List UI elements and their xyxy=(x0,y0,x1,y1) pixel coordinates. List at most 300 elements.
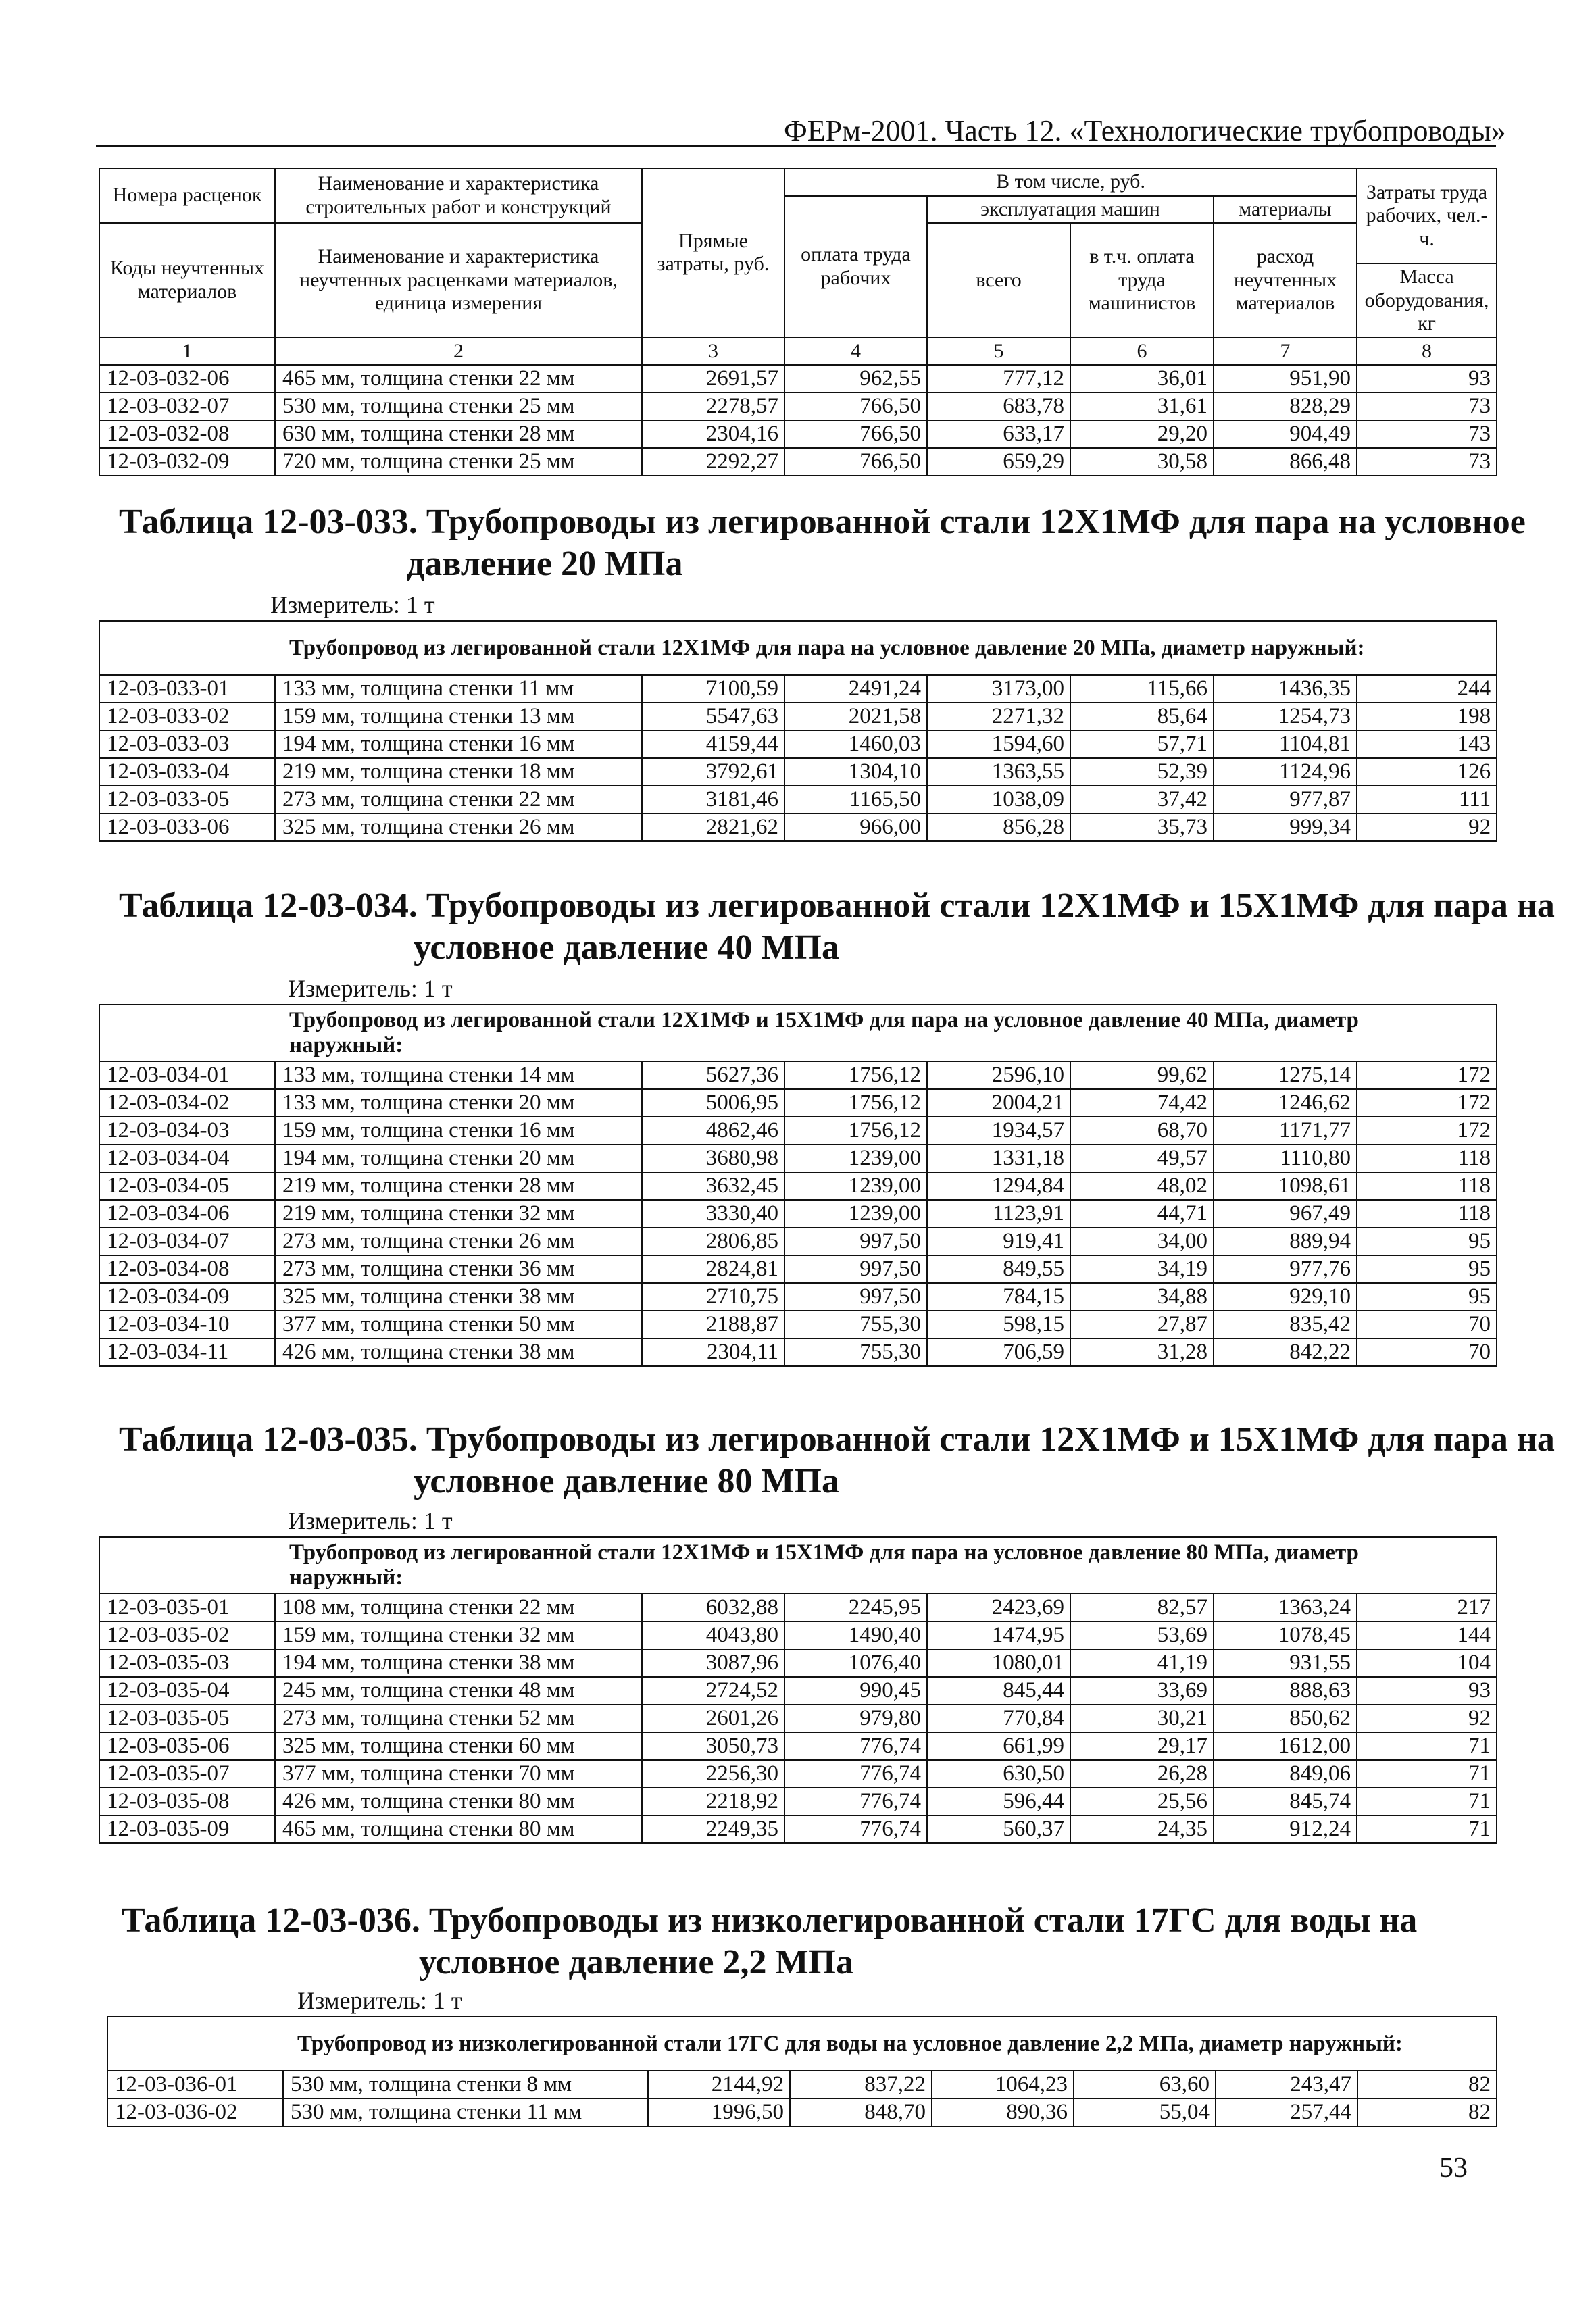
machinist-pay-cell: 55,04 xyxy=(1074,2098,1216,2126)
work-description-cell: 426 мм, толщина стенки 38 мм xyxy=(275,1338,642,1366)
table-row xyxy=(107,2071,1497,2098)
rate-code-cell: 12-03-034-08 xyxy=(99,1255,275,1283)
direct-costs-cell: 2824,81 xyxy=(642,1255,784,1283)
labor-or-mass-cell: 198 xyxy=(1357,703,1497,730)
labor-or-mass-cell: 95 xyxy=(1357,1283,1497,1311)
machinist-pay-cell: 34,88 xyxy=(1070,1283,1214,1311)
direct-costs-cell: 5006,95 xyxy=(642,1089,784,1117)
direct-costs-cell: 3632,45 xyxy=(642,1172,784,1200)
machines-total-cell: 1038,09 xyxy=(927,786,1070,813)
table-row xyxy=(99,1677,1497,1705)
machinist-pay-cell: 30,58 xyxy=(1070,448,1214,476)
materials-cost-cell: 1246,62 xyxy=(1214,1089,1357,1117)
worker-pay-cell: 1460,03 xyxy=(784,730,927,758)
work-description-cell: 108 мм, толщина стенки 22 мм xyxy=(275,1594,642,1621)
labor-or-mass-cell: 71 xyxy=(1357,1732,1497,1760)
worker-pay-cell: 2021,58 xyxy=(784,703,927,730)
machinist-pay-cell: 52,39 xyxy=(1070,758,1214,786)
machines-total-cell: 1594,60 xyxy=(927,730,1070,758)
rate-code-cell: 12-03-035-02 xyxy=(99,1621,275,1649)
direct-costs-cell: 5627,36 xyxy=(642,1061,784,1089)
machinist-pay-cell: 29,20 xyxy=(1070,420,1214,448)
machinist-pay-cell: 29,17 xyxy=(1070,1732,1214,1760)
materials-cost-cell: 849,06 xyxy=(1214,1760,1357,1788)
labor-or-mass-cell: 82 xyxy=(1357,2071,1497,2098)
direct-costs-cell: 2256,30 xyxy=(642,1760,784,1788)
labor-or-mass-cell: 93 xyxy=(1357,365,1497,393)
col-header-labor: Затраты труда рабочих, чел.-ч. xyxy=(1357,168,1497,263)
worker-pay-cell: 766,50 xyxy=(784,393,927,420)
work-description-cell: 159 мм, толщина стенки 16 мм xyxy=(275,1117,642,1145)
worker-pay-cell: 1239,00 xyxy=(784,1200,927,1228)
col-header-machines: эксплуатация машин xyxy=(927,196,1214,224)
machinist-pay-cell: 31,61 xyxy=(1070,393,1214,420)
direct-costs-cell: 2144,92 xyxy=(648,2071,790,2098)
machines-total-cell: 633,17 xyxy=(927,420,1070,448)
machines-total-cell: 560,37 xyxy=(927,1815,1070,1843)
labor-or-mass-cell: 111 xyxy=(1357,786,1497,813)
machinist-pay-cell: 49,57 xyxy=(1070,1145,1214,1172)
worker-pay-cell: 776,74 xyxy=(784,1760,927,1788)
labor-or-mass-cell: 71 xyxy=(1357,1788,1497,1815)
materials-cost-cell: 931,55 xyxy=(1214,1649,1357,1677)
labor-or-mass-cell: 73 xyxy=(1357,448,1497,476)
machinist-pay-cell: 57,71 xyxy=(1070,730,1214,758)
work-description-cell: 194 мм, толщина стенки 20 мм xyxy=(275,1145,642,1172)
labor-or-mass-cell: 118 xyxy=(1357,1200,1497,1228)
machines-total-cell: 1064,23 xyxy=(932,2071,1074,2098)
table-row xyxy=(99,1061,1497,1089)
machines-total-cell: 919,41 xyxy=(927,1228,1070,1255)
labor-or-mass-cell: 70 xyxy=(1357,1338,1497,1366)
materials-cost-cell: 888,63 xyxy=(1214,1677,1357,1705)
worker-pay-cell: 2491,24 xyxy=(784,675,927,703)
table-row xyxy=(99,1649,1497,1677)
table-row xyxy=(107,2098,1497,2126)
col-header-unaccounted-materials: Наименование и характеристика неучтенных расценками материалов, единица измерения xyxy=(275,223,642,338)
work-description-cell: 133 мм, толщина стенки 20 мм xyxy=(275,1089,642,1117)
table-row xyxy=(99,1228,1497,1255)
col-header-work-name: Наименование и характеристика строительных работ и конструкций xyxy=(275,168,642,223)
worker-pay-cell: 1490,40 xyxy=(784,1621,927,1649)
table-row xyxy=(99,786,1497,813)
direct-costs-cell: 3087,96 xyxy=(642,1649,784,1677)
direct-costs-cell: 2601,26 xyxy=(642,1705,784,1732)
work-description-cell: 133 мм, толщина стенки 11 мм xyxy=(275,675,642,703)
col-number-5: 5 xyxy=(927,338,1070,366)
rate-code-cell: 12-03-034-02 xyxy=(99,1089,275,1117)
direct-costs-cell: 3050,73 xyxy=(642,1732,784,1760)
worker-pay-cell: 997,50 xyxy=(784,1283,927,1311)
table-035-group-heading: Трубопровод из легированной стали 12Х1МФ и 15Х1МФ для пара на условное давление 80 МПа, диаметр наружный: xyxy=(99,1537,1497,1594)
col-number-4: 4 xyxy=(784,338,927,366)
worker-pay-cell: 1239,00 xyxy=(784,1172,927,1200)
machines-total-cell: 856,28 xyxy=(927,813,1070,841)
machines-total-cell: 2271,32 xyxy=(927,703,1070,730)
rate-code-cell: 12-03-036-01 xyxy=(107,2071,283,2098)
materials-cost-cell: 951,90 xyxy=(1214,365,1357,393)
rate-code-cell: 12-03-034-03 xyxy=(99,1117,275,1145)
machines-total-cell: 1331,18 xyxy=(927,1145,1070,1172)
col-number-1: 1 xyxy=(99,338,275,366)
worker-pay-cell: 1239,00 xyxy=(784,1145,927,1172)
col-number-8: 8 xyxy=(1357,338,1497,366)
table-034 xyxy=(99,1004,1497,1367)
direct-costs-cell: 3330,40 xyxy=(642,1200,784,1228)
work-description-cell: 325 мм, толщина стенки 38 мм xyxy=(275,1283,642,1311)
table-036 xyxy=(107,2016,1497,2127)
labor-or-mass-cell: 126 xyxy=(1357,758,1497,786)
table-034-title-line2: условное давление 40 МПа xyxy=(414,928,839,967)
machines-total-cell: 845,44 xyxy=(927,1677,1070,1705)
rate-code-cell: 12-03-034-06 xyxy=(99,1200,275,1228)
machinist-pay-cell: 48,02 xyxy=(1070,1172,1214,1200)
labor-or-mass-cell: 143 xyxy=(1357,730,1497,758)
machinist-pay-cell: 99,62 xyxy=(1070,1061,1214,1089)
col-number-6: 6 xyxy=(1070,338,1214,366)
work-description-cell: 273 мм, толщина стенки 36 мм xyxy=(275,1255,642,1283)
labor-or-mass-cell: 82 xyxy=(1357,2098,1497,2126)
materials-cost-cell: 977,76 xyxy=(1214,1255,1357,1283)
table-row xyxy=(99,1255,1497,1283)
rate-code-cell: 12-03-033-02 xyxy=(99,703,275,730)
materials-cost-cell: 850,62 xyxy=(1214,1705,1357,1732)
machines-total-cell: 1934,57 xyxy=(927,1117,1070,1145)
rate-code-cell: 12-03-034-11 xyxy=(99,1338,275,1366)
work-description-cell: 245 мм, толщина стенки 48 мм xyxy=(275,1677,642,1705)
work-description-cell: 377 мм, толщина стенки 50 мм xyxy=(275,1311,642,1338)
col-number-2: 2 xyxy=(275,338,642,366)
rate-code-cell: 12-03-035-06 xyxy=(99,1732,275,1760)
machines-total-cell: 1294,84 xyxy=(927,1172,1070,1200)
labor-or-mass-cell: 95 xyxy=(1357,1255,1497,1283)
machinist-pay-cell: 31,28 xyxy=(1070,1338,1214,1366)
work-description-cell: 159 мм, толщина стенки 13 мм xyxy=(275,703,642,730)
table-036-measure: Измеритель: 1 т xyxy=(297,1987,462,2014)
machines-total-cell: 661,99 xyxy=(927,1732,1070,1760)
worker-pay-cell: 755,30 xyxy=(784,1311,927,1338)
worker-pay-cell: 755,30 xyxy=(784,1338,927,1366)
materials-cost-cell: 977,87 xyxy=(1214,786,1357,813)
materials-cost-cell: 929,10 xyxy=(1214,1283,1357,1311)
worker-pay-cell: 997,50 xyxy=(784,1255,927,1283)
rate-code-cell: 12-03-034-10 xyxy=(99,1311,275,1338)
machinist-pay-cell: 36,01 xyxy=(1070,365,1214,393)
machinist-pay-cell: 63,60 xyxy=(1074,2071,1216,2098)
direct-costs-cell: 4159,44 xyxy=(642,730,784,758)
direct-costs-cell: 2292,27 xyxy=(642,448,784,476)
direct-costs-cell: 2249,35 xyxy=(642,1815,784,1843)
page-number: 53 xyxy=(1439,2153,1468,2184)
col-header-machinist-pay: в т.ч. оплата труда машинистов xyxy=(1070,223,1214,338)
materials-cost-cell: 1110,80 xyxy=(1214,1145,1357,1172)
machinist-pay-cell: 34,19 xyxy=(1070,1255,1214,1283)
direct-costs-cell: 4043,80 xyxy=(642,1621,784,1649)
worker-pay-cell: 776,74 xyxy=(784,1788,927,1815)
machinist-pay-cell: 44,71 xyxy=(1070,1200,1214,1228)
direct-costs-cell: 1996,50 xyxy=(648,2098,790,2126)
table-035 xyxy=(99,1536,1497,1844)
rate-code-cell: 12-03-033-01 xyxy=(99,675,275,703)
work-description-cell: 377 мм, толщина стенки 70 мм xyxy=(275,1760,642,1788)
materials-cost-cell: 1436,35 xyxy=(1214,675,1357,703)
col-number-7: 7 xyxy=(1214,338,1357,366)
labor-or-mass-cell: 172 xyxy=(1357,1117,1497,1145)
table-row xyxy=(99,1283,1497,1311)
labor-or-mass-cell: 144 xyxy=(1357,1621,1497,1649)
worker-pay-cell: 776,74 xyxy=(784,1815,927,1843)
table-row xyxy=(99,1621,1497,1649)
direct-costs-cell: 3181,46 xyxy=(642,786,784,813)
materials-cost-cell: 1098,61 xyxy=(1214,1172,1357,1200)
table-row xyxy=(99,1788,1497,1815)
rate-code-cell: 12-03-032-06 xyxy=(99,365,275,393)
table-row xyxy=(99,813,1497,841)
rates-table-top xyxy=(99,168,1497,476)
machinist-pay-cell: 68,70 xyxy=(1070,1117,1214,1145)
labor-or-mass-cell: 244 xyxy=(1357,675,1497,703)
machinist-pay-cell: 25,56 xyxy=(1070,1788,1214,1815)
machinist-pay-cell: 74,42 xyxy=(1070,1089,1214,1117)
labor-or-mass-cell: 118 xyxy=(1357,1172,1497,1200)
labor-or-mass-cell: 118 xyxy=(1357,1145,1497,1172)
work-description-cell: 426 мм, толщина стенки 80 мм xyxy=(275,1788,642,1815)
table-row xyxy=(99,1200,1497,1228)
worker-pay-cell: 1076,40 xyxy=(784,1649,927,1677)
col-number-3: 3 xyxy=(642,338,784,366)
machinist-pay-cell: 26,28 xyxy=(1070,1760,1214,1788)
materials-cost-cell: 842,22 xyxy=(1214,1338,1357,1366)
materials-cost-cell: 889,94 xyxy=(1214,1228,1357,1255)
labor-or-mass-cell: 172 xyxy=(1357,1061,1497,1089)
work-description-cell: 159 мм, толщина стенки 32 мм xyxy=(275,1621,642,1649)
machines-total-cell: 596,44 xyxy=(927,1788,1070,1815)
rate-code-cell: 12-03-032-09 xyxy=(99,448,275,476)
materials-cost-cell: 243,47 xyxy=(1216,2071,1357,2098)
direct-costs-cell: 2710,75 xyxy=(642,1283,784,1311)
materials-cost-cell: 1254,73 xyxy=(1214,703,1357,730)
table-row xyxy=(99,365,1497,393)
direct-costs-cell: 6032,88 xyxy=(642,1594,784,1621)
materials-cost-cell: 904,49 xyxy=(1214,420,1357,448)
direct-costs-cell: 3792,61 xyxy=(642,758,784,786)
table-036-title-line2: условное давление 2,2 МПа xyxy=(419,1943,853,1982)
labor-or-mass-cell: 104 xyxy=(1357,1649,1497,1677)
work-description-cell: 273 мм, толщина стенки 22 мм xyxy=(275,786,642,813)
labor-or-mass-cell: 92 xyxy=(1357,1705,1497,1732)
machines-total-cell: 659,29 xyxy=(927,448,1070,476)
work-description-cell: 465 мм, толщина стенки 80 мм xyxy=(275,1815,642,1843)
work-description-cell: 273 мм, толщина стенки 26 мм xyxy=(275,1228,642,1255)
materials-cost-cell: 835,42 xyxy=(1214,1311,1357,1338)
machines-total-cell: 1123,91 xyxy=(927,1200,1070,1228)
worker-pay-cell: 766,50 xyxy=(784,420,927,448)
work-description-cell: 219 мм, толщина стенки 32 мм xyxy=(275,1200,642,1228)
materials-cost-cell: 1124,96 xyxy=(1214,758,1357,786)
work-description-cell: 194 мм, толщина стенки 38 мм xyxy=(275,1649,642,1677)
worker-pay-cell: 1756,12 xyxy=(784,1117,927,1145)
table-033-group-heading: Трубопровод из легированной стали 12Х1МФ для пара на условное давление 20 МПа, диаметр наружный: xyxy=(99,621,1497,675)
direct-costs-cell: 7100,59 xyxy=(642,675,784,703)
labor-or-mass-cell: 93 xyxy=(1357,1677,1497,1705)
table-035-measure: Измеритель: 1 т xyxy=(288,1507,453,1534)
machines-total-cell: 2004,21 xyxy=(927,1089,1070,1117)
work-description-cell: 325 мм, толщина стенки 26 мм xyxy=(275,813,642,841)
machinist-pay-cell: 34,00 xyxy=(1070,1228,1214,1255)
labor-or-mass-cell: 217 xyxy=(1357,1594,1497,1621)
materials-cost-cell: 1363,24 xyxy=(1214,1594,1357,1621)
machinist-pay-cell: 35,73 xyxy=(1070,813,1214,841)
worker-pay-cell: 776,74 xyxy=(784,1732,927,1760)
col-header-materials: материалы xyxy=(1214,196,1357,224)
machines-total-cell: 1474,95 xyxy=(927,1621,1070,1649)
materials-cost-cell: 912,24 xyxy=(1214,1815,1357,1843)
machines-total-cell: 630,50 xyxy=(927,1760,1070,1788)
machinist-pay-cell: 53,69 xyxy=(1070,1621,1214,1649)
machinist-pay-cell: 85,64 xyxy=(1070,703,1214,730)
machines-total-cell: 2423,69 xyxy=(927,1594,1070,1621)
rate-code-cell: 12-03-035-01 xyxy=(99,1594,275,1621)
rate-code-cell: 12-03-033-06 xyxy=(99,813,275,841)
table-row xyxy=(99,703,1497,730)
work-description-cell: 219 мм, толщина стенки 28 мм xyxy=(275,1172,642,1200)
materials-cost-cell: 1171,77 xyxy=(1214,1117,1357,1145)
table-036-group-heading: Трубопровод из низколегированной стали 17ГС для воды на условное давление 2,2 МПа, диаметр наружный: xyxy=(107,2017,1497,2071)
worker-pay-cell: 1165,50 xyxy=(784,786,927,813)
col-header-material-consumption: расход неучтенных материалов xyxy=(1214,223,1357,338)
direct-costs-cell: 3680,98 xyxy=(642,1145,784,1172)
labor-or-mass-cell: 73 xyxy=(1357,420,1497,448)
table-034-title xyxy=(119,885,1555,969)
table-row xyxy=(99,675,1497,703)
worker-pay-cell: 1756,12 xyxy=(784,1061,927,1089)
work-description-cell: 325 мм, толщина стенки 60 мм xyxy=(275,1732,642,1760)
work-description-cell: 720 мм, толщина стенки 25 мм xyxy=(275,448,642,476)
col-header-including: В том числе, руб. xyxy=(784,168,1357,196)
direct-costs-cell: 2806,85 xyxy=(642,1228,784,1255)
rate-code-cell: 12-03-034-09 xyxy=(99,1283,275,1311)
rate-code-cell: 12-03-032-07 xyxy=(99,393,275,420)
rate-code-cell: 12-03-036-02 xyxy=(107,2098,283,2126)
machinist-pay-cell: 27,87 xyxy=(1070,1311,1214,1338)
materials-cost-cell: 1612,00 xyxy=(1214,1732,1357,1760)
table-034-group-heading: Трубопровод из легированной стали 12Х1МФ и 15Х1МФ для пара на условное давление 40 МПа, диаметр наружный: xyxy=(99,1005,1497,1061)
labor-or-mass-cell: 71 xyxy=(1357,1760,1497,1788)
table-row xyxy=(99,1594,1497,1621)
materials-cost-cell: 828,29 xyxy=(1214,393,1357,420)
direct-costs-cell: 5547,63 xyxy=(642,703,784,730)
rate-code-cell: 12-03-035-03 xyxy=(99,1649,275,1677)
labor-or-mass-cell: 73 xyxy=(1357,393,1497,420)
rate-code-cell: 12-03-035-07 xyxy=(99,1760,275,1788)
direct-costs-cell: 2188,87 xyxy=(642,1311,784,1338)
machinist-pay-cell: 30,21 xyxy=(1070,1705,1214,1732)
col-header-worker-pay: оплата труда рабочих xyxy=(784,196,927,338)
work-description-cell: 465 мм, толщина стенки 22 мм xyxy=(275,365,642,393)
machines-total-cell: 784,15 xyxy=(927,1283,1070,1311)
rate-code-cell: 12-03-035-08 xyxy=(99,1788,275,1815)
table-row xyxy=(99,420,1497,448)
machinist-pay-cell: 41,19 xyxy=(1070,1649,1214,1677)
col-header-rate-number: Номера расценок xyxy=(99,168,275,223)
col-header-unaccounted-codes: Коды неучтенных материалов xyxy=(99,223,275,338)
machines-total-cell: 777,12 xyxy=(927,365,1070,393)
work-description-cell: 530 мм, толщина стенки 25 мм xyxy=(275,393,642,420)
rate-code-cell: 12-03-033-04 xyxy=(99,758,275,786)
work-description-cell: 219 мм, толщина стенки 18 мм xyxy=(275,758,642,786)
work-description-cell: 630 мм, толщина стенки 28 мм xyxy=(275,420,642,448)
page-header: ФЕРм-2001. Часть 12. «Технологические трубопроводы» xyxy=(784,114,1506,147)
worker-pay-cell: 979,80 xyxy=(784,1705,927,1732)
machines-total-cell: 683,78 xyxy=(927,393,1070,420)
worker-pay-cell: 848,70 xyxy=(790,2098,932,2126)
rate-code-cell: 12-03-034-05 xyxy=(99,1172,275,1200)
rate-code-cell: 12-03-035-05 xyxy=(99,1705,275,1732)
materials-cost-cell: 1104,81 xyxy=(1214,730,1357,758)
materials-cost-cell: 257,44 xyxy=(1216,2098,1357,2126)
table-033-title xyxy=(119,501,1526,585)
labor-or-mass-cell: 172 xyxy=(1357,1089,1497,1117)
table-row xyxy=(99,448,1497,476)
work-description-cell: 273 мм, толщина стенки 52 мм xyxy=(275,1705,642,1732)
rate-code-cell: 12-03-032-08 xyxy=(99,420,275,448)
rate-code-cell: 12-03-035-09 xyxy=(99,1815,275,1843)
materials-cost-cell: 845,74 xyxy=(1214,1788,1357,1815)
table-row xyxy=(99,1311,1497,1338)
table-035-title xyxy=(119,1419,1555,1503)
direct-costs-cell: 2691,57 xyxy=(642,365,784,393)
machines-total-cell: 1080,01 xyxy=(927,1649,1070,1677)
machines-total-cell: 706,59 xyxy=(927,1338,1070,1366)
machines-total-cell: 1363,55 xyxy=(927,758,1070,786)
table-033-title-line2: давление 20 МПа xyxy=(407,545,683,583)
materials-cost-cell: 967,49 xyxy=(1214,1200,1357,1228)
machinist-pay-cell: 33,69 xyxy=(1070,1677,1214,1705)
direct-costs-cell: 2304,11 xyxy=(642,1338,784,1366)
machines-total-cell: 849,55 xyxy=(927,1255,1070,1283)
table-row xyxy=(99,1145,1497,1172)
table-034-measure: Измеритель: 1 т xyxy=(288,975,453,1002)
direct-costs-cell: 2304,16 xyxy=(642,420,784,448)
direct-costs-cell: 2218,92 xyxy=(642,1788,784,1815)
machinist-pay-cell: 24,35 xyxy=(1070,1815,1214,1843)
machinist-pay-cell: 37,42 xyxy=(1070,786,1214,813)
worker-pay-cell: 766,50 xyxy=(784,448,927,476)
table-row xyxy=(99,393,1497,420)
direct-costs-cell: 2724,52 xyxy=(642,1677,784,1705)
materials-cost-cell: 1275,14 xyxy=(1214,1061,1357,1089)
direct-costs-cell: 2278,57 xyxy=(642,393,784,420)
table-035-title-line1: Таблица 12-03-035. Трубопроводы из легированной стали 12Х1МФ и 15Х1МФ для пара на xyxy=(119,1420,1555,1459)
table-034-title-line1: Таблица 12-03-034. Трубопроводы из легированной стали 12Х1МФ и 15Х1МФ для пара на xyxy=(119,886,1555,925)
work-description-cell: 133 мм, толщина стенки 14 мм xyxy=(275,1061,642,1089)
worker-pay-cell: 962,55 xyxy=(784,365,927,393)
table-036-title xyxy=(122,1900,1417,1984)
table-row xyxy=(99,1338,1497,1366)
work-description-cell: 530 мм, толщина стенки 8 мм xyxy=(283,2071,648,2098)
materials-cost-cell: 1078,45 xyxy=(1214,1621,1357,1649)
table-row xyxy=(99,1172,1497,1200)
col-header-machines-total: всего xyxy=(927,223,1070,338)
table-035-title-line2: условное давление 80 МПа xyxy=(414,1462,839,1501)
table-row xyxy=(99,758,1497,786)
worker-pay-cell: 1756,12 xyxy=(784,1089,927,1117)
machines-total-cell: 3173,00 xyxy=(927,675,1070,703)
col-header-equipment-mass: Масса оборудования, кг xyxy=(1357,263,1497,338)
machines-total-cell: 2596,10 xyxy=(927,1061,1070,1089)
machinist-pay-cell: 82,57 xyxy=(1070,1594,1214,1621)
worker-pay-cell: 837,22 xyxy=(790,2071,932,2098)
